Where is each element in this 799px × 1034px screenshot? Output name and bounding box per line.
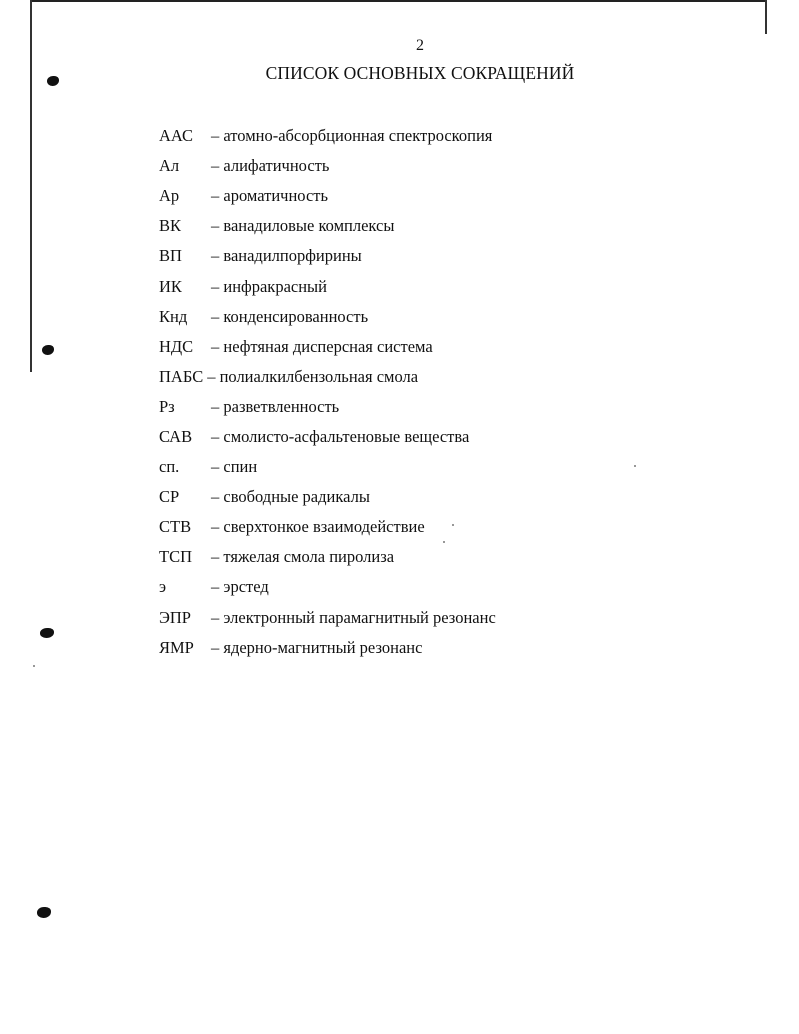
abbreviation-list bbox=[159, 121, 496, 663]
list-item bbox=[159, 181, 496, 211]
page-title: СПИСОК ОСНОВНЫХ СОКРАЩЕНИЙ bbox=[265, 63, 575, 83]
definition: – атомно-абсорбционная спектроскопия bbox=[211, 126, 492, 146]
definition: – тяжелая смола пиролиза bbox=[211, 547, 394, 567]
scan-speck bbox=[634, 465, 636, 467]
definition: – ванадиловые комплексы bbox=[211, 216, 394, 236]
abbreviation: сп. bbox=[159, 457, 180, 477]
abbreviation: ТСП bbox=[159, 547, 192, 567]
definition: – смолисто-асфальтеновые вещества bbox=[211, 427, 469, 447]
definition: – спин bbox=[211, 457, 257, 477]
scan-speck bbox=[33, 665, 35, 667]
page-border-left bbox=[30, 0, 32, 372]
definition: – ядерно-магнитный резонанс bbox=[211, 638, 422, 658]
list-item bbox=[159, 452, 496, 482]
list-item bbox=[159, 512, 496, 542]
list-item bbox=[159, 603, 496, 633]
definition: – инфракрасный bbox=[211, 277, 327, 297]
definition: – ароматичность bbox=[211, 186, 328, 206]
list-item bbox=[159, 482, 496, 512]
page-border-right bbox=[765, 0, 767, 34]
list-item bbox=[159, 542, 496, 572]
list-item bbox=[159, 633, 496, 663]
abbreviation: Ал bbox=[159, 156, 180, 176]
abbreviation: ВК bbox=[159, 216, 182, 236]
definition: – ванадилпорфирины bbox=[211, 246, 362, 266]
scan-blot bbox=[37, 907, 51, 918]
list-item bbox=[159, 151, 496, 181]
definition: – алифатичность bbox=[211, 156, 329, 176]
abbreviation: СТВ bbox=[159, 517, 192, 537]
abbreviation: Рз bbox=[159, 396, 175, 416]
scan-blot bbox=[40, 628, 54, 638]
definition: – полиалкилбензольная смола bbox=[207, 367, 418, 387]
abbreviation: САВ bbox=[159, 426, 193, 446]
page-number: 2 bbox=[416, 37, 424, 54]
list-item bbox=[159, 392, 496, 422]
abbreviation: ААС bbox=[159, 126, 194, 146]
definition: – конденсированность bbox=[211, 307, 368, 327]
scan-blot bbox=[42, 345, 54, 355]
page-border-top bbox=[30, 0, 766, 2]
list-item bbox=[159, 211, 496, 241]
abbreviation: ЭПР bbox=[159, 607, 191, 627]
list-item bbox=[159, 271, 496, 301]
list-item bbox=[159, 572, 496, 602]
list-item bbox=[159, 362, 496, 392]
abbreviation: Кнд bbox=[159, 306, 188, 326]
abbreviation: ЯМР bbox=[159, 637, 194, 657]
abbreviation: НДС bbox=[159, 336, 194, 356]
abbreviation: э bbox=[159, 577, 167, 597]
list-item bbox=[159, 422, 496, 452]
definition: – эрстед bbox=[211, 577, 269, 597]
definition: – нефтяная дисперсная система bbox=[211, 337, 433, 357]
list-item bbox=[159, 241, 496, 271]
list-item bbox=[159, 121, 496, 151]
definition: – свободные радикалы bbox=[211, 487, 370, 507]
abbreviation: ИК bbox=[159, 276, 182, 296]
definition: – разветвленность bbox=[211, 397, 339, 417]
abbreviation: СР bbox=[159, 487, 180, 507]
abbreviation: ПАБС bbox=[159, 366, 204, 386]
list-item bbox=[159, 302, 496, 332]
definition: – сверхтонкое взаимодействие bbox=[211, 517, 425, 537]
abbreviation: ВП bbox=[159, 246, 182, 266]
list-item bbox=[159, 332, 496, 362]
abbreviation: Ар bbox=[159, 186, 180, 206]
definition: – электронный парамагнитный резонанс bbox=[211, 608, 496, 628]
